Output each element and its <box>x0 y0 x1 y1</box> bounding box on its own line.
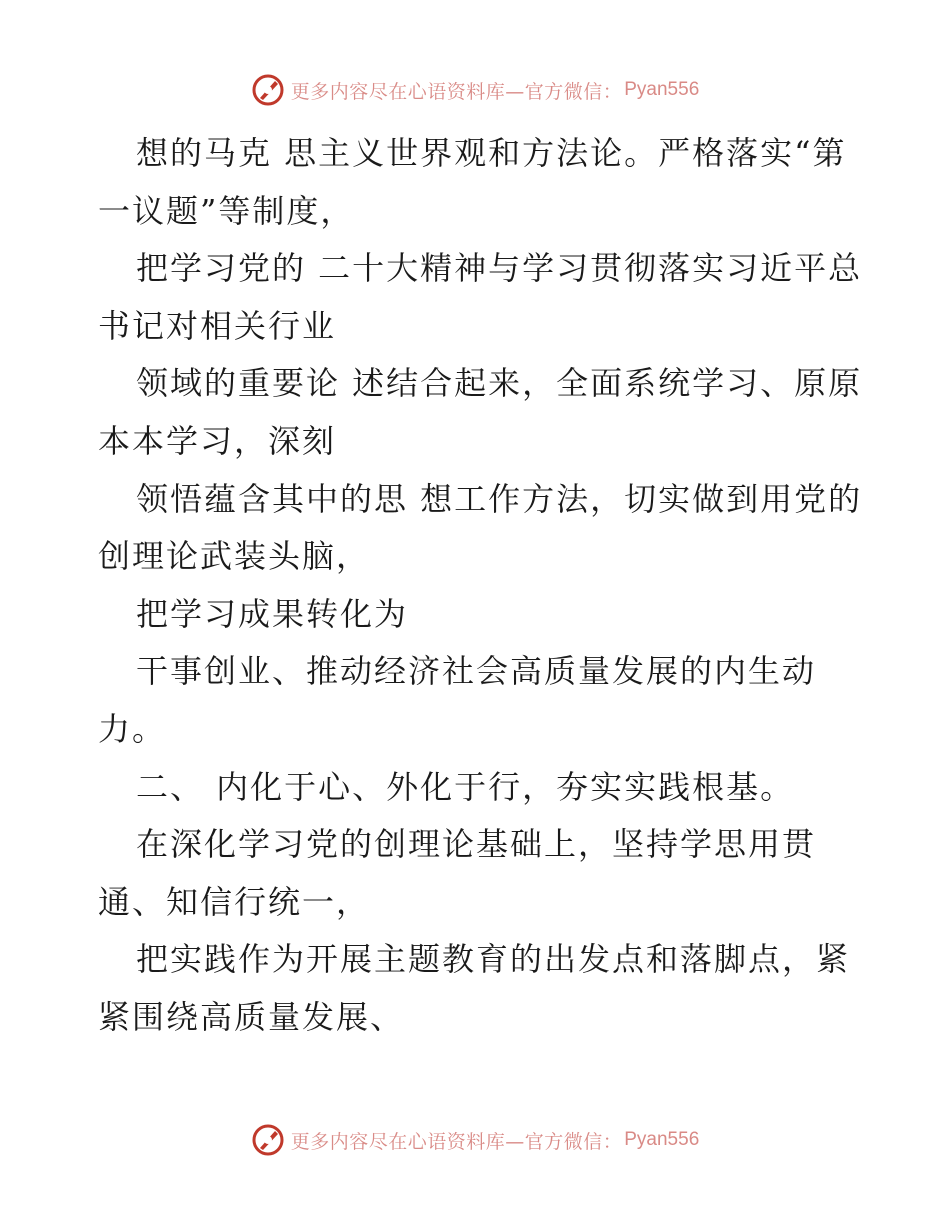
paragraph: 把学习党的 二十大精神与学习贯彻落实习近平总书记对相关行业 <box>98 249 863 345</box>
paragraph: 把学习成果转化为 <box>136 594 409 633</box>
paragraph: 领域的重要论 述结合起来，全面系统学习、原原本本学习，深刻 <box>98 364 863 460</box>
watermark-text: 更多内容尽在心语资料库—官方微信： <box>290 1130 623 1153</box>
document-body <box>98 125 868 1047</box>
header-watermark <box>0 70 950 110</box>
footer-watermark <box>0 1120 950 1160</box>
quill-logo-icon <box>251 73 285 107</box>
paragraph: 干事创业、推动经济社会高质量发展的内生动力。 <box>98 652 817 748</box>
paragraph: 在深化学习党的创理论基础上，坚持学思用贯通、知信行统一， <box>98 825 817 921</box>
paragraph: 把实践作为开展主题教育的出发点和落脚点，紧紧围绕高质量发展、 <box>98 940 851 1036</box>
quill-logo-icon <box>251 1123 285 1157</box>
watermark-wechat-id: Pyan556 <box>624 79 700 100</box>
paragraph: 领悟蕴含其中的思 想工作方法，切实做到用党的创理论武装头脑， <box>98 479 863 576</box>
watermark-text: 更多内容尽在心语资料库—官方微信： <box>290 80 623 103</box>
paragraph: 想的马克 思主义世界观和方法论。严格落实“第一议题”等制度， <box>98 134 847 230</box>
section-heading: 二、 内化于心、外化于行，夯实实践根基。 <box>136 767 795 806</box>
watermark-wechat-id: Pyan556 <box>624 1129 700 1150</box>
